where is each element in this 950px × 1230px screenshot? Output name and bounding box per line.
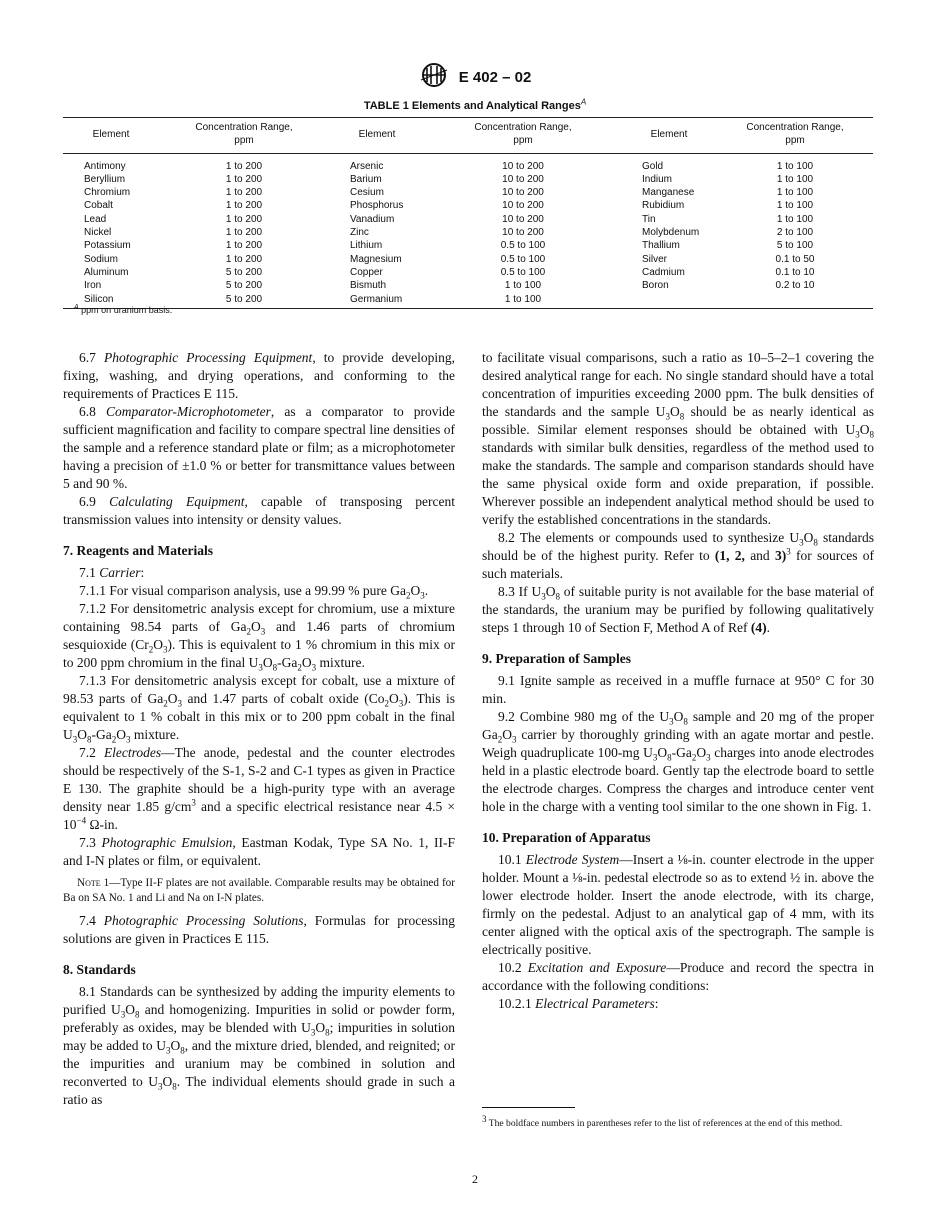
element-cell: Rubidium (642, 200, 685, 212)
astm-logo-icon (419, 62, 449, 93)
range-cell (717, 293, 873, 309)
range-cell: 1 to 200 (225, 253, 263, 265)
paragraph-7-1: 7.1 Carrier: (79, 565, 145, 580)
table-row (63, 279, 873, 292)
element-cell (621, 293, 717, 309)
range-cell: 1 to 100 (776, 213, 814, 225)
element-cell: Antimony (84, 160, 126, 172)
paragraph-7-1-3: 7.1.3 For densitometric analysis except for cobalt, use a mixture of 98.53 parts of $Ga_2O_3$ and 1.47 parts of cobalt oxide $(Co_2O_3)$. This is equivalent to 1 % cobalt in this mix or to 200 ppm cobalt in the final $U_3O_8-Ga_2O_3$ mixture. (63, 673, 455, 745)
paragraph-10-2-1: 10.2.1 Electrical Parameters: (498, 996, 659, 1011)
range-cell: 1 to 100 (776, 200, 814, 212)
element-cell: Thallium (642, 240, 680, 252)
range-cell: 1 to 200 (225, 160, 263, 172)
page-number: 2 (472, 1172, 478, 1186)
table-row (63, 239, 873, 252)
range-cell: 0.1 to 50 (775, 253, 815, 265)
header-element: Element (621, 118, 717, 154)
paragraph-8-3: 8.3 If $U_3O_8$ of suitable purity is not available for the base material of the standards, the uranium may be purified by following qualitatively steps 1 through 10 of Section F, Method A of Ref (4). (482, 584, 874, 635)
range-cell: 1 to 100 (504, 280, 542, 292)
range-cell: 10 to 200 (502, 173, 544, 185)
element-cell: Cesium (350, 187, 384, 199)
element-cell: Barium (350, 173, 382, 185)
element-cell: Lead (84, 213, 107, 225)
element-cell: Lithium (350, 240, 383, 252)
range-cell: 5 to 200 (159, 293, 329, 309)
header-range: Concentration Range, ppm (425, 118, 621, 154)
element-cell: Cobalt (84, 200, 113, 212)
page-header (0, 62, 950, 93)
element-cell: Sodium (84, 253, 118, 265)
paragraph-10-2: 10.2 Excitation and Exposure—Produce and record the spectra in accordance with the following conditions: (482, 960, 874, 993)
table-row (63, 293, 873, 309)
left-column (63, 349, 455, 1109)
section-heading-10: 10. Preparation of Apparatus (482, 830, 651, 845)
element-cell: Gold (642, 160, 664, 172)
range-cell: 0.1 to 10 (775, 266, 815, 278)
range-cell: 0.5 to 100 (500, 253, 546, 265)
paragraph-6-7: 6.7 Photographic Processing Equipment, to provide developing, fixing, washing, and drying operations, and conforming to the requirements of Practices E 115. (63, 350, 455, 401)
paragraph-6-8: 6.8 Comparator-Microphotometer, as a comparator to provide sufficient magnification and facility to compare spectral line densities of the sample and a reference standard plate or film; as a microphotometer having a precision of ±1.0 % or better for transmittance values between 5 and 90 %. (63, 404, 455, 491)
paragraph-8-1: 8.1 Standards can be synthesized by adding the impurity elements to purified $U_3O_8$ and homogenizing. Impurities in solid or powder form, preferably as oxides, may be blended with $U_3O_8$; impurities in solution may be added to $U_3O_8$, and the mixture dried, blended, and reignited; or the impurities and uranium may be combined in solution and reconverted to $U_3O_8$. The individual elements should grade in such a ratio as (63, 984, 456, 1107)
element-cell: Nickel (84, 227, 112, 239)
paragraph-9-1: 9.1 Ignite sample as received in a muffle furnace at 950° C for 30 min. (482, 673, 874, 706)
element-cell: Aluminum (84, 266, 129, 278)
paragraph-6-9: 6.9 Calculating Equipment, capable of transposing percent transmission values into intensity or density values. (63, 494, 456, 527)
header-element: Element (63, 118, 159, 154)
paragraph-8-1-continued: to facilitate visual comparisons, such a ratio as 10–5–2–1 covering the desired analytical range for each. No single standard should have a total concentration of impurities exceeding 2000 ppm. The bulk densities of the standards and the sample $U_3O_8$ should be as nearly identical as possible. Similar element responses should be obtained with $U_3O_8$ standards with similar bulk densities, regardless of the method used to make the standards. The sample and comparison standards should have the same physical oxide form and oxide preparation, if possible. Wherever possible an independent analytical method should be used to verify the established concentrations in the standards. (482, 350, 875, 527)
note-1: Note 1—Type II-F plates are not available. Comparable results may be obtained for Ba on SA No. 1 and Li and Na on I-N plates. (63, 877, 455, 904)
element-cell: Indium (642, 173, 673, 185)
range-cell: 1 to 100 (776, 173, 814, 185)
element-cell: Silver (642, 253, 668, 265)
standard-designation: E 402 – 02 (458, 69, 532, 86)
paragraph-7-2: 7.2 Electrodes—The anode, pedestal and the counter electrodes should be respectively of the S-1, S-2 and C-1 types as given in Practice E 130. The graphite should be a high-purity type with an average density near 1.85 $g/cm^3$ and a specific electrical resistance near $4.5 \times 10^{-4}$ Ω-in. (63, 745, 456, 832)
range-cell: 10 to 200 (502, 187, 544, 199)
element-cell: Phosphorus (350, 200, 404, 212)
table-row (63, 173, 873, 186)
table-row (63, 226, 873, 239)
element-cell: Manganese (642, 187, 695, 199)
footnote-3: $^3$ The boldface numbers in parentheses refer to the list of references at the end of this method. (482, 1113, 843, 1129)
element-cell: Zinc (350, 227, 369, 239)
range-cell: 1 to 100 (776, 187, 814, 199)
element-cell: Boron (642, 280, 669, 292)
range-cell: 10 to 200 (502, 213, 544, 225)
paragraph-9-2: 9.2 Combine 980 mg of the $U_3O_8$ sample and 20 mg of the proper $Ga_2O_3$ carrier by thoroughly grinding with an agate mortar and pestle. Weigh quadruplicate 100-mg $U_3O_8-Ga_2O_3$ charges into anode electrodes held in a plastic electrode board. Gently tap the electrode board to settle the electrode charges. Compress the charges and introduce center vent hole in the charge with a venting tool similar to the one shown in Fig. 1. (482, 709, 875, 814)
range-cell: 1 to 100 (776, 160, 814, 172)
element-cell: Arsenic (350, 160, 384, 172)
element-cell: Vanadium (350, 213, 395, 225)
footnote-divider (482, 1107, 575, 1108)
element-cell: Germanium (329, 293, 425, 309)
range-cell: 1 to 200 (225, 240, 263, 252)
element-cell: Copper (350, 266, 383, 278)
range-cell: 0.5 to 100 (500, 240, 546, 252)
range-cell: 1 to 200 (225, 173, 263, 185)
table-header-row (63, 118, 873, 154)
range-cell: 1 to 200 (225, 227, 263, 239)
table-title: TABLE 1 Elements and Analytical Ranges$^A$ (363, 97, 587, 112)
range-cell: 10 to 200 (502, 227, 544, 239)
paragraph-7-3: 7.3 Photographic Emulsion, Eastman Kodak, Type SA No. 1, II-F and I-N plates or film, or equivalent. (63, 835, 455, 868)
range-cell: 5 to 200 (225, 266, 263, 278)
table-row (63, 199, 873, 212)
range-cell: 10 to 200 (502, 200, 544, 212)
right-column (482, 349, 874, 1013)
range-cell: 0.2 to 10 (775, 280, 815, 292)
element-cell: Potassium (84, 240, 131, 252)
header-range: Concentration Range, ppm (717, 118, 873, 154)
range-cell: 1 to 200 (225, 200, 263, 212)
table-row (63, 186, 873, 199)
element-cell: Chromium (84, 187, 131, 199)
header-range: Concentration Range, ppm (159, 118, 329, 154)
paragraph-7-1-2: 7.1.2 For densitometric analysis except for chromium, use a mixture containing 98.54 parts of $Ga_2O_3$ and 1.46 parts of chromium sesquioxide $(Cr_2O_3)$. This is equivalent to 1 % chromium in this mix or to 200 ppm chromium in the final $U_3O_8-Ga_2O_3$ mixture. (63, 601, 455, 673)
table-row (63, 213, 873, 226)
element-cell: Magnesium (350, 253, 402, 265)
range-cell: 5 to 100 (776, 240, 814, 252)
element-cell: Iron (84, 280, 102, 292)
elements-table (63, 117, 873, 309)
table-row (63, 253, 873, 266)
paragraph-10-1: 10.1 Electrode System—Insert a ⅛-in. counter electrode in the upper holder. Mount a ⅛-in. pedestal electrode so as to extend ½ in. above the lower electrode holder. Insert the anode electrode, with its charge, firmly on the pedestal. Adjust to an analytical gap of 4 mm, with its center aligned with the optical axis of the spectrograph. The sample is electrically positive. (482, 852, 875, 957)
element-cell: Bismuth (350, 280, 387, 292)
element-cell: Tin (642, 213, 656, 225)
range-cell: 1 to 200 (225, 187, 263, 199)
paragraph-7-4: 7.4 Photographic Processing Solutions, Formulas for processing solutions are given in Practices E 115. (63, 913, 456, 946)
range-cell: 5 to 200 (225, 280, 263, 292)
table-row (63, 266, 873, 279)
paragraph-8-2: 8.2 The elements or compounds used to synthesize $U_3O_8$ standards should be of the highest purity. Refer to (1, 2, and 3)$^3$ for sources of such materials. (482, 530, 875, 581)
element-cell: Molybdenum (642, 227, 700, 239)
section-heading-9: 9. Preparation of Samples (482, 651, 631, 666)
table-title-note: A (580, 97, 587, 107)
table-row (63, 153, 873, 173)
element-cell: Silicon (63, 293, 159, 309)
range-cell: 1 to 200 (225, 213, 263, 225)
range-cell: 10 to 200 (502, 160, 544, 172)
range-cell: 0.5 to 100 (500, 266, 546, 278)
element-cell: Beryllium (84, 173, 126, 185)
section-heading-7: 7. Reagents and Materials (63, 543, 213, 558)
paragraph-7-1-1: 7.1.1 For visual comparison analysis, use a 99.99 % pure $Ga_2O_3$. (79, 583, 429, 601)
table-footnote: $^A$ ppm on uranium basis. (74, 304, 173, 315)
range-cell: 2 to 100 (776, 227, 814, 239)
section-heading-8: 8. Standards (63, 962, 136, 977)
element-cell: Cadmium (642, 266, 685, 278)
range-cell: 1 to 100 (425, 293, 621, 309)
header-element: Element (329, 118, 425, 154)
